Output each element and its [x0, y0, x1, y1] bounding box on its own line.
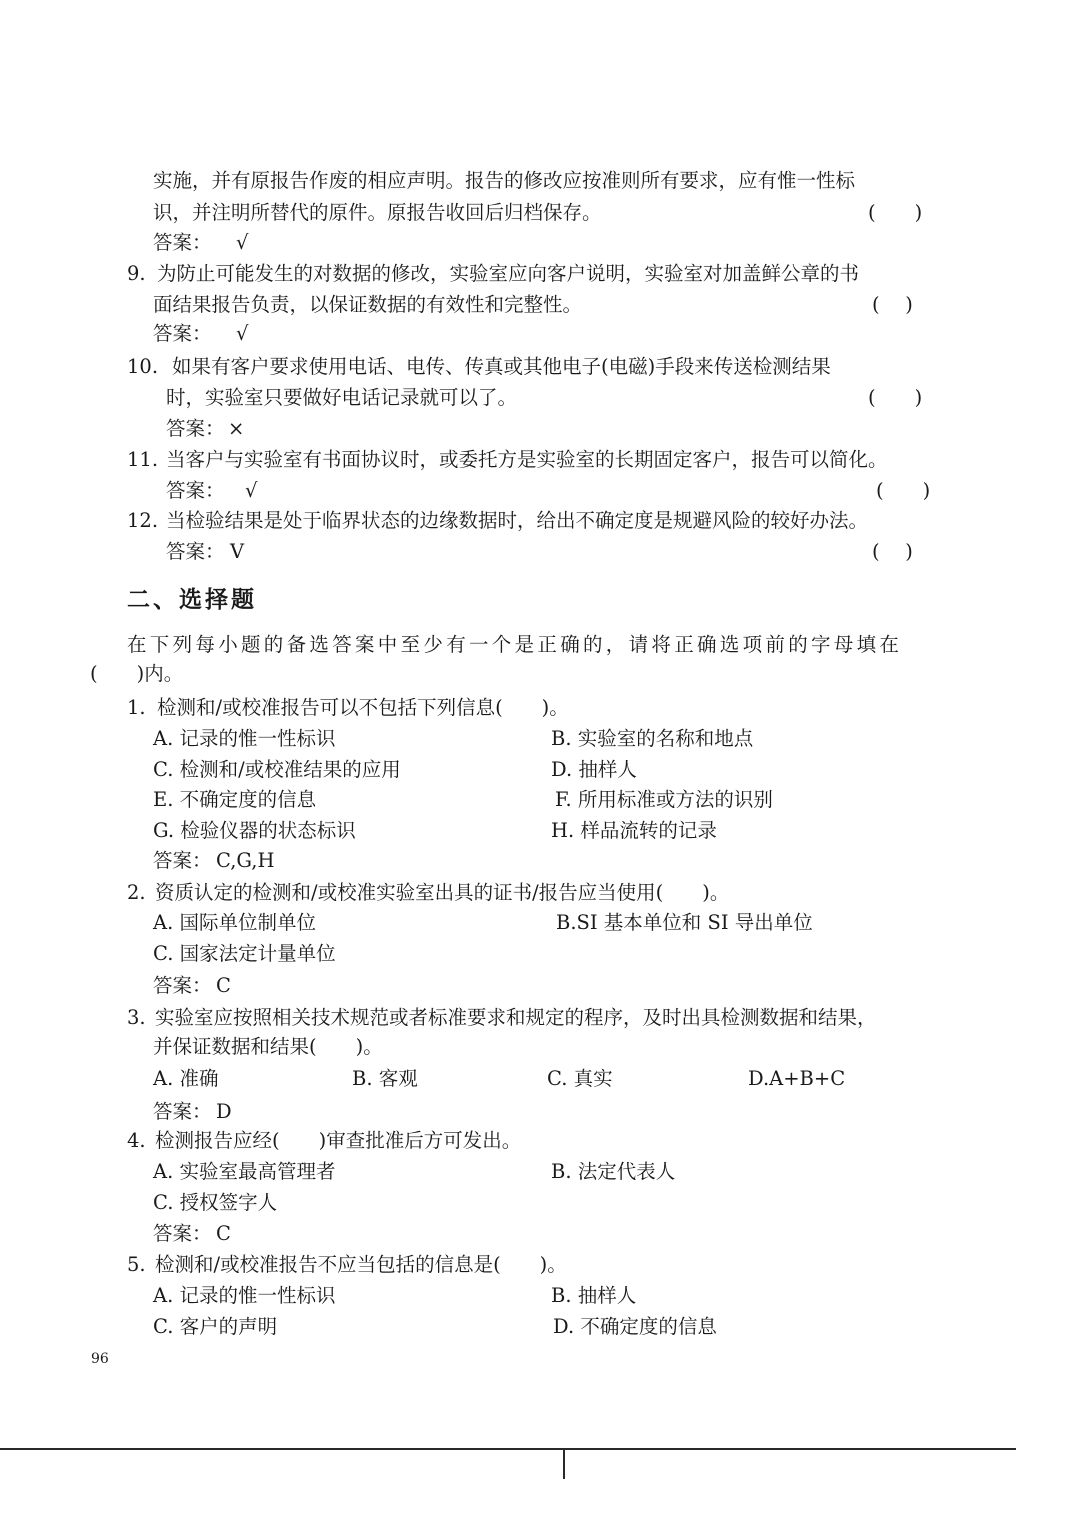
question-number: 12.: [127, 509, 159, 532]
option: D.A+B+C: [748, 1067, 846, 1090]
question-stem: 检测和/或校准报告不应当包括的信息是( )。: [155, 1253, 567, 1276]
footer-center-mark: [563, 1448, 565, 1479]
question-number: 11.: [127, 448, 159, 471]
question-10-line-1: 如果有客户要求使用电话、电传、传真或其他电子(电磁)手段来传送检测结果: [172, 355, 831, 378]
option: C. 授权签字人: [153, 1191, 278, 1214]
section-title: 二、选择题: [127, 587, 257, 613]
question-10-line-2: 时，实验室只要做好电话记录就可以了。: [166, 386, 518, 409]
option: A. 记录的惟一性标识: [153, 727, 336, 750]
option: G. 检验仪器的状态标识: [153, 819, 356, 842]
answer-value: C,G,H: [216, 849, 275, 872]
answer-value: C: [216, 1222, 231, 1245]
option: A. 记录的惟一性标识: [153, 1284, 336, 1307]
option: A. 准确: [153, 1067, 219, 1090]
question-number: 9.: [127, 262, 146, 285]
page-number: 96: [91, 1351, 109, 1367]
answer-label: 答案：: [166, 540, 225, 563]
option: C. 真实: [547, 1067, 613, 1090]
option: D. 不确定度的信息: [553, 1315, 717, 1338]
answer-value: D: [216, 1100, 232, 1123]
option: B. 实验室的名称和地点: [551, 727, 754, 750]
answer-value: √: [236, 231, 249, 254]
option: A. 实验室最高管理者: [153, 1160, 336, 1183]
option: C. 客户的声明: [153, 1315, 278, 1338]
answer-value: V: [230, 540, 245, 563]
question-number: 10.: [127, 355, 159, 378]
option: D. 抽样人: [551, 758, 637, 781]
question-9-line-1: 为防止可能发生的对数据的修改，实验室应向客户说明，实验室对加盖鲜公章的书: [157, 262, 860, 285]
question-8-line-1: 实施，并有原报告作废的相应声明。报告的修改应按准则所有要求，应有惟一性标: [153, 169, 856, 192]
option: B. 客观: [352, 1067, 418, 1090]
question-stem: 检测和/或校准报告可以不包括下列信息( )。: [157, 696, 569, 719]
footer-rule: [0, 1448, 1016, 1450]
answer-label: 答案：: [166, 479, 225, 502]
option: B. 法定代表人: [551, 1160, 676, 1183]
answer-label: 答案：: [153, 974, 212, 997]
question-number: 2.: [127, 881, 146, 904]
option: E. 不确定度的信息: [153, 788, 317, 811]
option: H. 样品流转的记录: [551, 819, 717, 842]
answer-label: 答案：: [166, 417, 225, 440]
question-9-line-2: 面结果报告负责，以保证数据的有效性和完整性。: [153, 293, 583, 316]
answer-value: ×: [228, 417, 245, 440]
option: B.SI 基本单位和 SI 导出单位: [556, 911, 813, 934]
answer-label: 答案：: [153, 1100, 212, 1123]
answer-blank: ( ): [872, 293, 913, 316]
answer-value: √: [245, 479, 258, 502]
option: A. 国际单位制单位: [153, 911, 316, 934]
question-8-line-2: 识，并注明所替代的原件。原报告收回后归档保存。: [153, 201, 602, 224]
answer-blank: ( ): [876, 479, 931, 502]
answer-label: 答案：: [153, 231, 212, 254]
answer-value: C: [216, 974, 231, 997]
question-number: 5.: [127, 1253, 146, 1276]
option: C. 国家法定计量单位: [153, 942, 336, 965]
answer-label: 答案：: [153, 1222, 212, 1245]
answer-label: 答案：: [153, 322, 212, 345]
question-12-line-1: 当检验结果是处于临界状态的边缘数据时，给出不确定度是规避风险的较好办法。: [166, 509, 869, 532]
question-11-line-1: 当客户与实验室有书面协议时，或委托方是实验室的长期固定客户，报告可以简化。: [166, 448, 888, 471]
answer-blank: ( ): [872, 540, 913, 563]
instructions-line-1: 在下列每小题的备选答案中至少有一个是正确的，请将正确选项前的字母填在: [127, 633, 903, 656]
question-number: 4.: [127, 1129, 146, 1152]
question-stem: 检测报告应经( )审查批准后方可发出。: [155, 1129, 522, 1152]
question-stem: 资质认定的检测和/或校准实验室出具的证书/报告应当使用( )。: [155, 881, 730, 904]
answer-value: √: [236, 322, 249, 345]
option: B. 抽样人: [551, 1284, 637, 1307]
question-number: 3.: [127, 1006, 146, 1029]
question-stem-line-2: 并保证数据和结果( )。: [153, 1035, 383, 1058]
answer-label: 答案：: [153, 849, 212, 872]
option: F. 所用标准或方法的识别: [555, 788, 773, 811]
question-stem: 实验室应按照相关技术规范或者标准要求和规定的程序，及时出具检测数据和结果，: [155, 1006, 877, 1029]
answer-blank: ( ): [868, 201, 923, 224]
instructions-line-2: ( )内。: [90, 662, 184, 685]
option: C. 检测和/或校准结果的应用: [153, 758, 401, 781]
answer-blank: ( ): [868, 386, 923, 409]
question-number: 1.: [127, 696, 146, 719]
